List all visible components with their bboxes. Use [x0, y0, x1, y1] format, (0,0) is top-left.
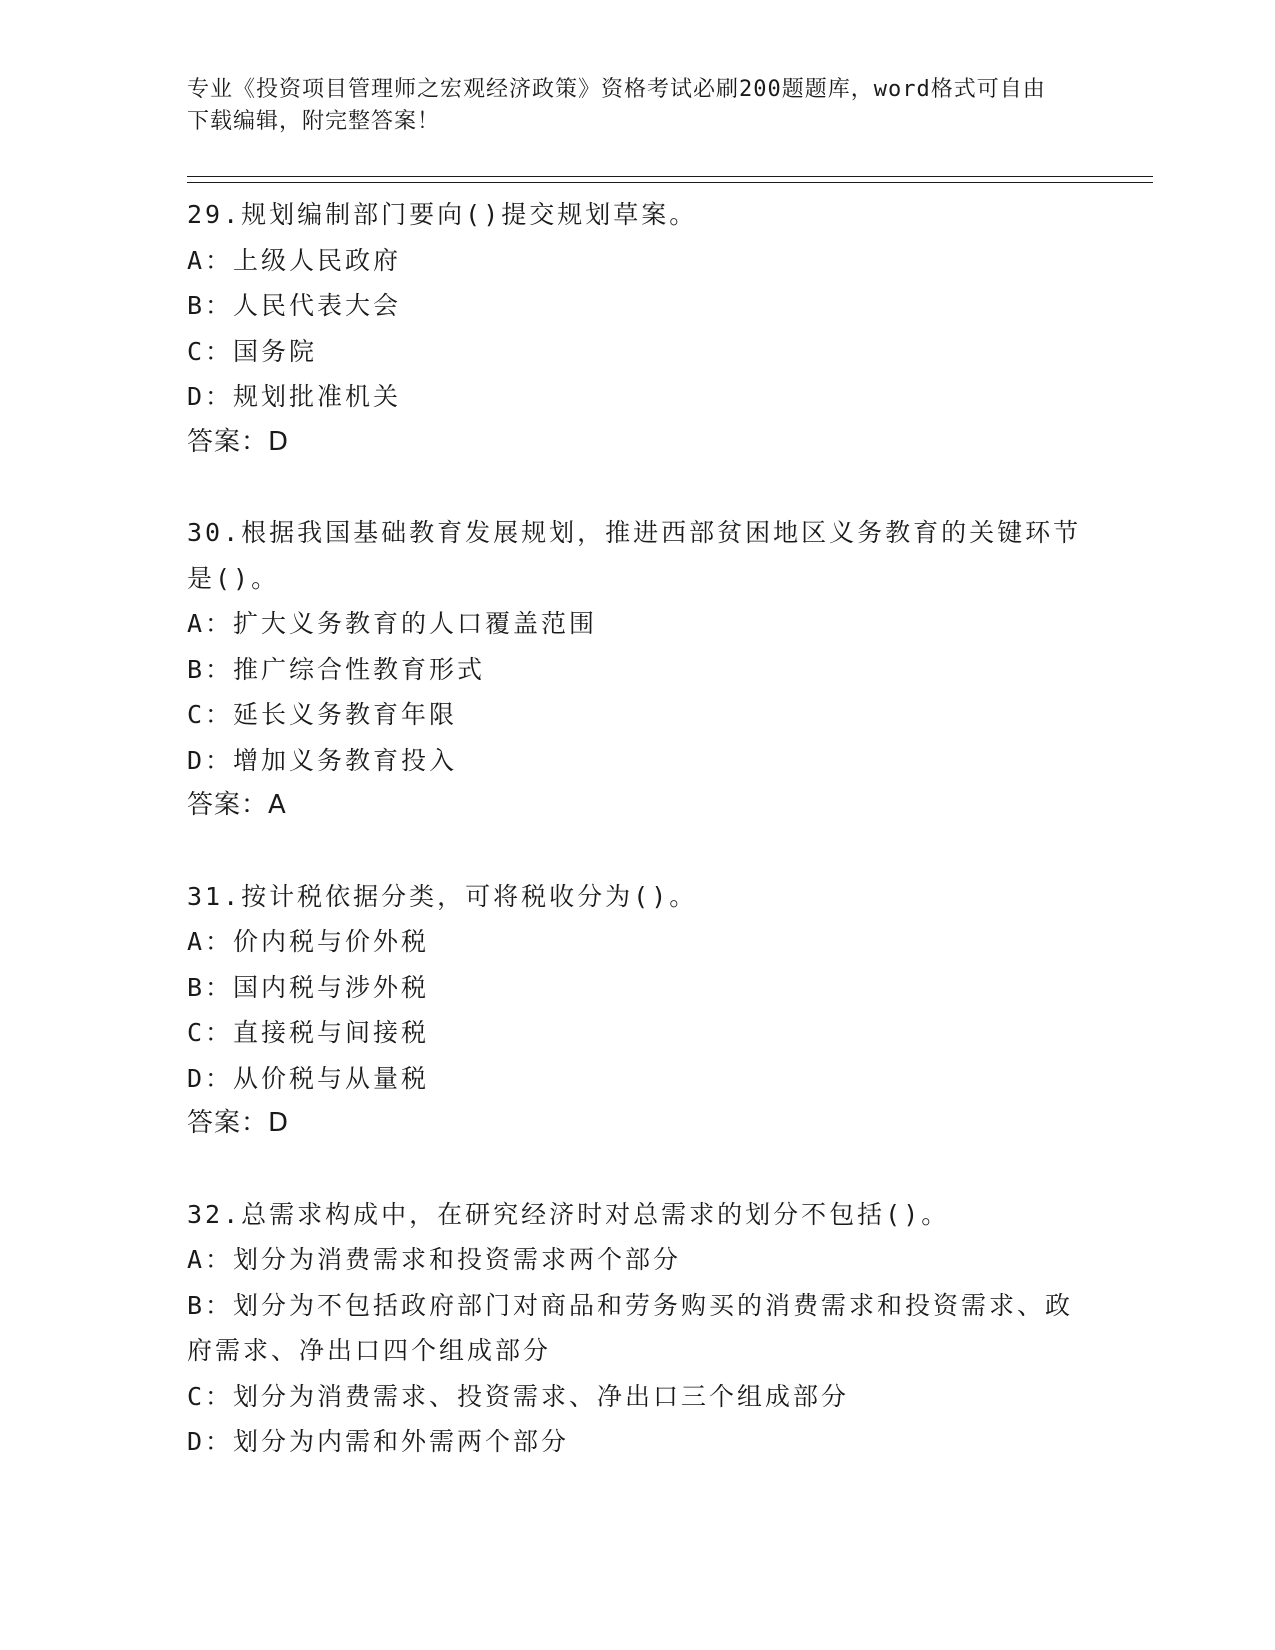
answer-text: 答案：D [187, 1108, 290, 1138]
option-a: A：扩大义务教育的人口覆盖范围 [187, 609, 598, 638]
question-stem: 32.总需求构成中，在研究经济时对总需求的划分不包括()。 [187, 1199, 950, 1229]
option-d: D：增加义务教育投入 [187, 745, 458, 775]
option-b: B：推广综合性教育形式 [187, 654, 486, 684]
question-stem: 31.按计税依据分类，可将税收分为()。 [187, 881, 698, 911]
option-d: D：划分为内需和外需两个部分 [187, 1427, 570, 1456]
question-stem: 29.规划编制部门要向()提交规划草案。 [187, 200, 698, 229]
question-31 [187, 874, 1087, 1147]
option-c: C：延长义务教育年限 [187, 700, 458, 729]
option-c: C：划分为消费需求、投资需求、净出口三个组成部分 [187, 1381, 850, 1411]
question-30 [187, 510, 1087, 829]
option-b: B：人民代表大会 [187, 291, 402, 320]
option-a: A：价内税与价外税 [187, 927, 430, 956]
option-c: C：直接税与间接税 [187, 1018, 430, 1047]
header-rule-bottom [187, 182, 1153, 183]
question-list [187, 192, 1087, 1510]
document-header: 专业《投资项目管理师之宏观经济政策》资格考试必刷200题题库，word格式可自由下载编辑，附完整答案！ [187, 77, 1046, 134]
option-b: B：划分为不包括政府部门对商品和劳务购买的消费需求和投资需求、政府需求、净出口四个组成部分 [187, 1290, 1074, 1365]
answer-text: 答案：D [187, 426, 290, 457]
question-stem: 30.根据我国基础教育发展规划，推进西部贫困地区义务教育的关键环节是()。 [187, 518, 1082, 593]
option-b: B：国内税与涉外税 [187, 972, 430, 1002]
header-rule-top [187, 176, 1153, 177]
question-32 [187, 1192, 1087, 1465]
question-29 [187, 192, 1087, 465]
option-a: A：上级人民政府 [187, 245, 402, 275]
option-a: A：划分为消费需求和投资需求两个部分 [187, 1245, 682, 1274]
option-c: C：国务院 [187, 336, 318, 366]
option-d: D：从价税与从量税 [187, 1063, 430, 1093]
answer-text: 答案：A [187, 790, 287, 820]
option-d: D：规划批准机关 [187, 382, 402, 411]
